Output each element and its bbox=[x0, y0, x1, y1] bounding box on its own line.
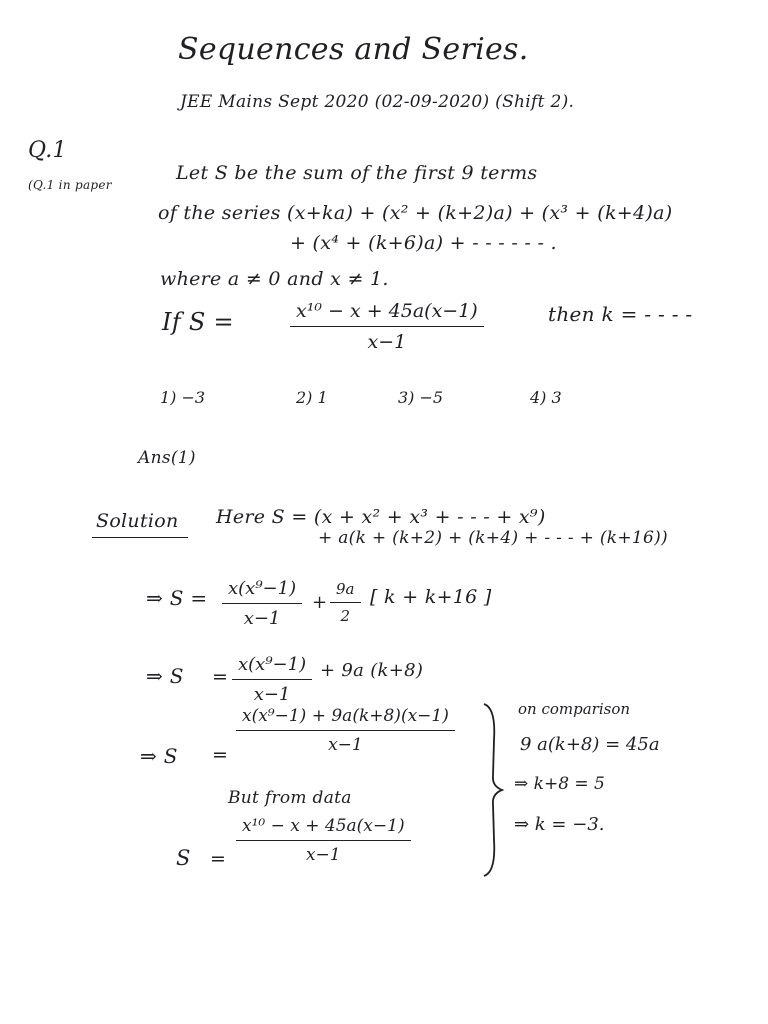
answer: Ans(1) bbox=[138, 448, 196, 468]
question-line-3: + (x⁴ + (k+6)a) + - - - - - - . bbox=[290, 232, 557, 254]
step-1-bracket: [ k + k+16 ] bbox=[370, 586, 492, 608]
step-4-prefix: S bbox=[176, 846, 191, 870]
step-2-numerator: x(x⁹−1) bbox=[238, 654, 307, 675]
then-k: then k = - - - - bbox=[548, 302, 693, 326]
step-4-numerator: x¹⁰ − x + 45a(x−1) bbox=[242, 816, 405, 836]
question-number: Q.1 bbox=[28, 138, 67, 163]
step-2-prefix: ⇒ S bbox=[146, 664, 184, 688]
comparison-eq-3: ⇒ k = −3. bbox=[514, 814, 605, 835]
step-1-fraction bbox=[222, 578, 302, 629]
step-1 bbox=[146, 586, 207, 610]
step-1-prefix: ⇒ S = bbox=[146, 586, 208, 610]
option-2: 2) 1 bbox=[296, 388, 328, 407]
exam-subtitle: JEE Mains Sept 2020 (02-09-2020) (Shift 2). bbox=[180, 92, 575, 112]
step-1-plus: + bbox=[312, 592, 328, 613]
question-paper-ref: (Q.1 in paper bbox=[28, 178, 112, 192]
question-line-1: Let S be the sum of the first 9 terms bbox=[176, 162, 538, 184]
given-denominator: x−1 bbox=[290, 326, 484, 353]
step-3-fraction bbox=[236, 706, 455, 755]
but-from-data: But from data bbox=[228, 788, 352, 808]
step-1-numerator: x(x⁹−1) bbox=[228, 578, 297, 599]
step-4-denominator: x−1 bbox=[236, 840, 411, 865]
step-3-eq: = bbox=[212, 744, 229, 766]
option-4: 4) 3 bbox=[530, 388, 562, 407]
step-1-coef-numerator: 9a bbox=[336, 580, 355, 598]
step-3-numerator: x(x⁹−1) + 9a(k+8)(x−1) bbox=[242, 706, 449, 726]
comparison-eq-2: ⇒ k+8 = 5 bbox=[514, 774, 605, 794]
solution-line-2: + a(k + (k+2) + (k+4) + - - - + (k+16)) bbox=[318, 528, 668, 548]
step-1-coef bbox=[330, 580, 361, 625]
page-title: Sequences and Series. bbox=[178, 32, 529, 67]
solution-label: Solution bbox=[96, 510, 179, 532]
step-2-fraction bbox=[232, 654, 312, 705]
step-1-coef-denominator: 2 bbox=[330, 602, 361, 625]
comparison-eq-1: 9 a(k+8) = 45a bbox=[520, 734, 660, 755]
step-3-prefix: ⇒ S bbox=[140, 744, 178, 768]
step-2-rest: + 9a (k+8) bbox=[320, 660, 424, 681]
if-s-equals: If S = bbox=[162, 308, 234, 336]
comparison-label: on comparison bbox=[518, 700, 631, 718]
given-numerator: x¹⁰ − x + 45a(x−1) bbox=[296, 300, 478, 322]
given-fraction bbox=[290, 300, 484, 353]
step-2-denominator: x−1 bbox=[232, 679, 312, 705]
solution-underline bbox=[92, 537, 188, 538]
step-1-denominator: x−1 bbox=[222, 603, 302, 629]
option-3: 3) −5 bbox=[398, 388, 444, 407]
solution-line-1: Here S = (x + x² + x³ + - - - + x⁹) bbox=[216, 506, 546, 528]
question-line-2: of the series (x+ka) + (x² + (k+2)a) + (x³ + (k+4)a) bbox=[158, 202, 673, 224]
option-1: 1) −3 bbox=[160, 388, 206, 407]
step-4-fraction bbox=[236, 816, 411, 865]
step-3-denominator: x−1 bbox=[236, 730, 455, 755]
step-2-eq: = bbox=[212, 666, 229, 688]
question-line-4: where a ≠ 0 and x ≠ 1. bbox=[160, 268, 389, 290]
right-curly-brace bbox=[480, 700, 508, 880]
step-4-eq: = bbox=[210, 848, 227, 870]
